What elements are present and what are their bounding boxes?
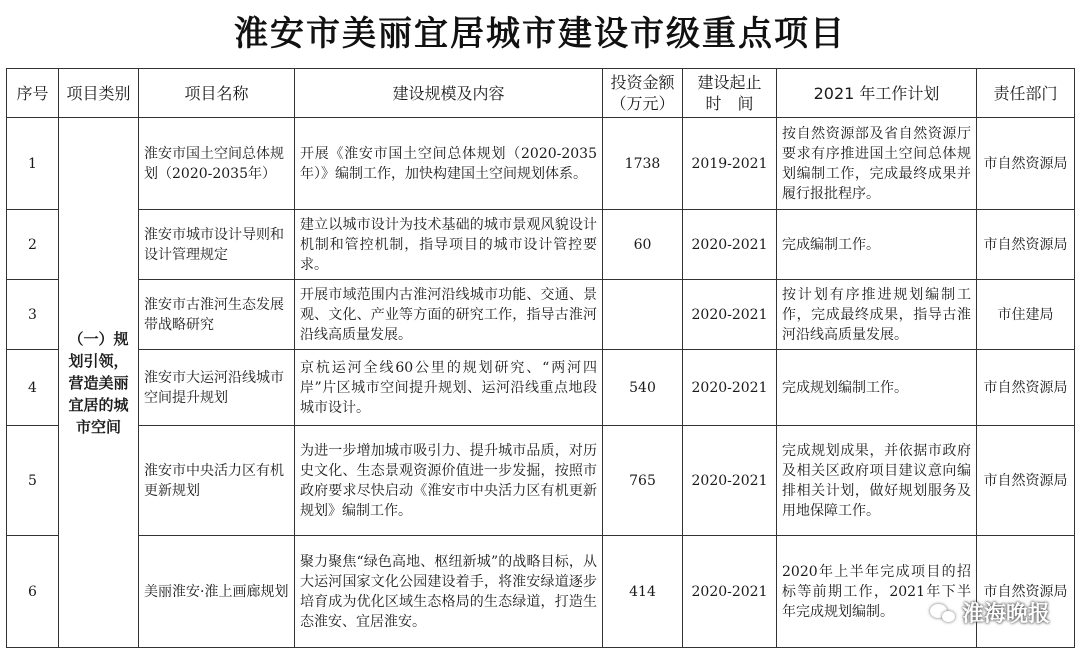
header-period [683,69,777,118]
header-name: 项目名称 [139,69,295,118]
project-plan: 完成规划成果，并依据市政府及相关区政府项目建议意向编排相关计划，做好规划服务及用地保障工作。 [777,426,977,536]
header-dept: 责任部门 [977,69,1075,118]
project-period: 2020-2021 [683,210,777,280]
project-dept: 市自然资源局 [977,118,1075,210]
project-content: 开展《淮安市国土空间总体规划（2020-2035年）》编制工作，加快构建国土空间规划体系。 [295,118,603,210]
page-title: 淮安市美丽宜居城市建设市级重点项目 [234,14,846,54]
project-investment: 765 [603,426,683,536]
project-content: 为进一步增加城市吸引力、提升城市品质，对历史文化、生态景观资源价值进一步发掘，按照市政府要求尽快启动《淮安市中央活力区有机更新规划》编制工作。 [295,426,603,536]
project-name: 美丽淮安·淮上画廊规划 [139,536,295,648]
row-no: 6 [7,536,59,648]
row-no: 3 [7,280,59,350]
project-period: 2019-2021 [683,118,777,210]
header-investment-line2: （万元） [610,94,675,113]
row-no: 1 [7,118,59,210]
project-dept: 市自然资源局 [977,536,1075,648]
project-period: 2020-2021 [683,280,777,350]
table-row [7,350,1075,426]
header-no: 序号 [7,69,59,118]
table-header-row [7,69,1075,118]
project-investment: 540 [603,350,683,426]
project-investment [603,280,683,350]
row-no: 4 [7,350,59,426]
watermark [930,597,1050,628]
project-dept: 市自然资源局 [977,426,1075,536]
table-row [7,426,1075,536]
project-investment: 60 [603,210,683,280]
project-dept: 市住建局 [977,280,1075,350]
project-name: 淮安市城市设计导则和设计管理规定 [139,210,295,280]
project-plan: 完成编制工作。 [777,210,977,280]
project-name: 淮安市古淮河生态发展带战略研究 [139,280,295,350]
projects-table [6,68,1075,648]
header-content: 建设规模及内容 [295,69,603,118]
project-category: （一）规划引领，营造美丽宜居的城市空间 [59,118,139,648]
project-plan: 按计划有序推进规划编制工作，完成最终成果，指导古淮河沿线高质量发展。 [777,280,977,350]
table-row [7,210,1075,280]
table-row [7,536,1075,648]
header-investment-line1: 投资金额 [610,73,675,92]
project-dept: 市自然资源局 [977,210,1075,280]
header-period-line2: 时 间 [705,94,754,113]
project-investment: 414 [603,536,683,648]
header-category: 项目类别 [59,69,139,118]
project-dept: 市自然资源局 [977,350,1075,426]
project-plan: 按自然资源部及省自然资源厅要求有序推进国土空间总体规划编制工作，完成最终成果并履行报批程序。 [777,118,977,210]
wechat-icon [930,602,956,624]
project-plan: 2020年上半年完成项目的招标等前期工作，2021年下半年完成规划编制。 [777,536,977,648]
header-investment [603,69,683,118]
project-content: 建立以城市设计为技术基础的城市景观风貌设计机制和管控机制，指导项目的城市设计管控要求。 [295,210,603,280]
header-period-line1: 建设起止 [697,73,762,92]
table-row [7,280,1075,350]
project-name: 淮安市大运河沿线城市空间提升规划 [139,350,295,426]
project-investment: 1738 [603,118,683,210]
project-content: 开展市域范围内古淮河沿线城市功能、交通、景观、文化、产业等方面的研究工作，指导古淮河沿线高质量发展。 [295,280,603,350]
project-plan: 完成规划编制工作。 [777,350,977,426]
row-no: 2 [7,210,59,280]
project-content: 京杭运河全线60公里的规划研究、“两河四岸”片区城市空间提升规划、运河沿线重点地段城市设计。 [295,350,603,426]
project-period: 2020-2021 [683,350,777,426]
header-plan: 2021 年工作计划 [777,69,977,118]
project-period: 2020-2021 [683,426,777,536]
project-name: 淮安市国土空间总体规划（2020-2035年） [139,118,295,210]
project-content: 聚力聚焦“绿色高地、枢纽新城”的战略目标，从大运河国家文化公园建设着手，将淮安绿道逐步培育成为优化区域生态格局的生态绿道，打造生态淮安、宜居淮安。 [295,536,603,648]
project-period: 2020-2021 [683,536,777,648]
row-no: 5 [7,426,59,536]
table-row [7,118,1075,210]
watermark-text: 淮海晚报 [961,602,1050,627]
project-name: 淮安市中央活力区有机更新规划 [139,426,295,536]
